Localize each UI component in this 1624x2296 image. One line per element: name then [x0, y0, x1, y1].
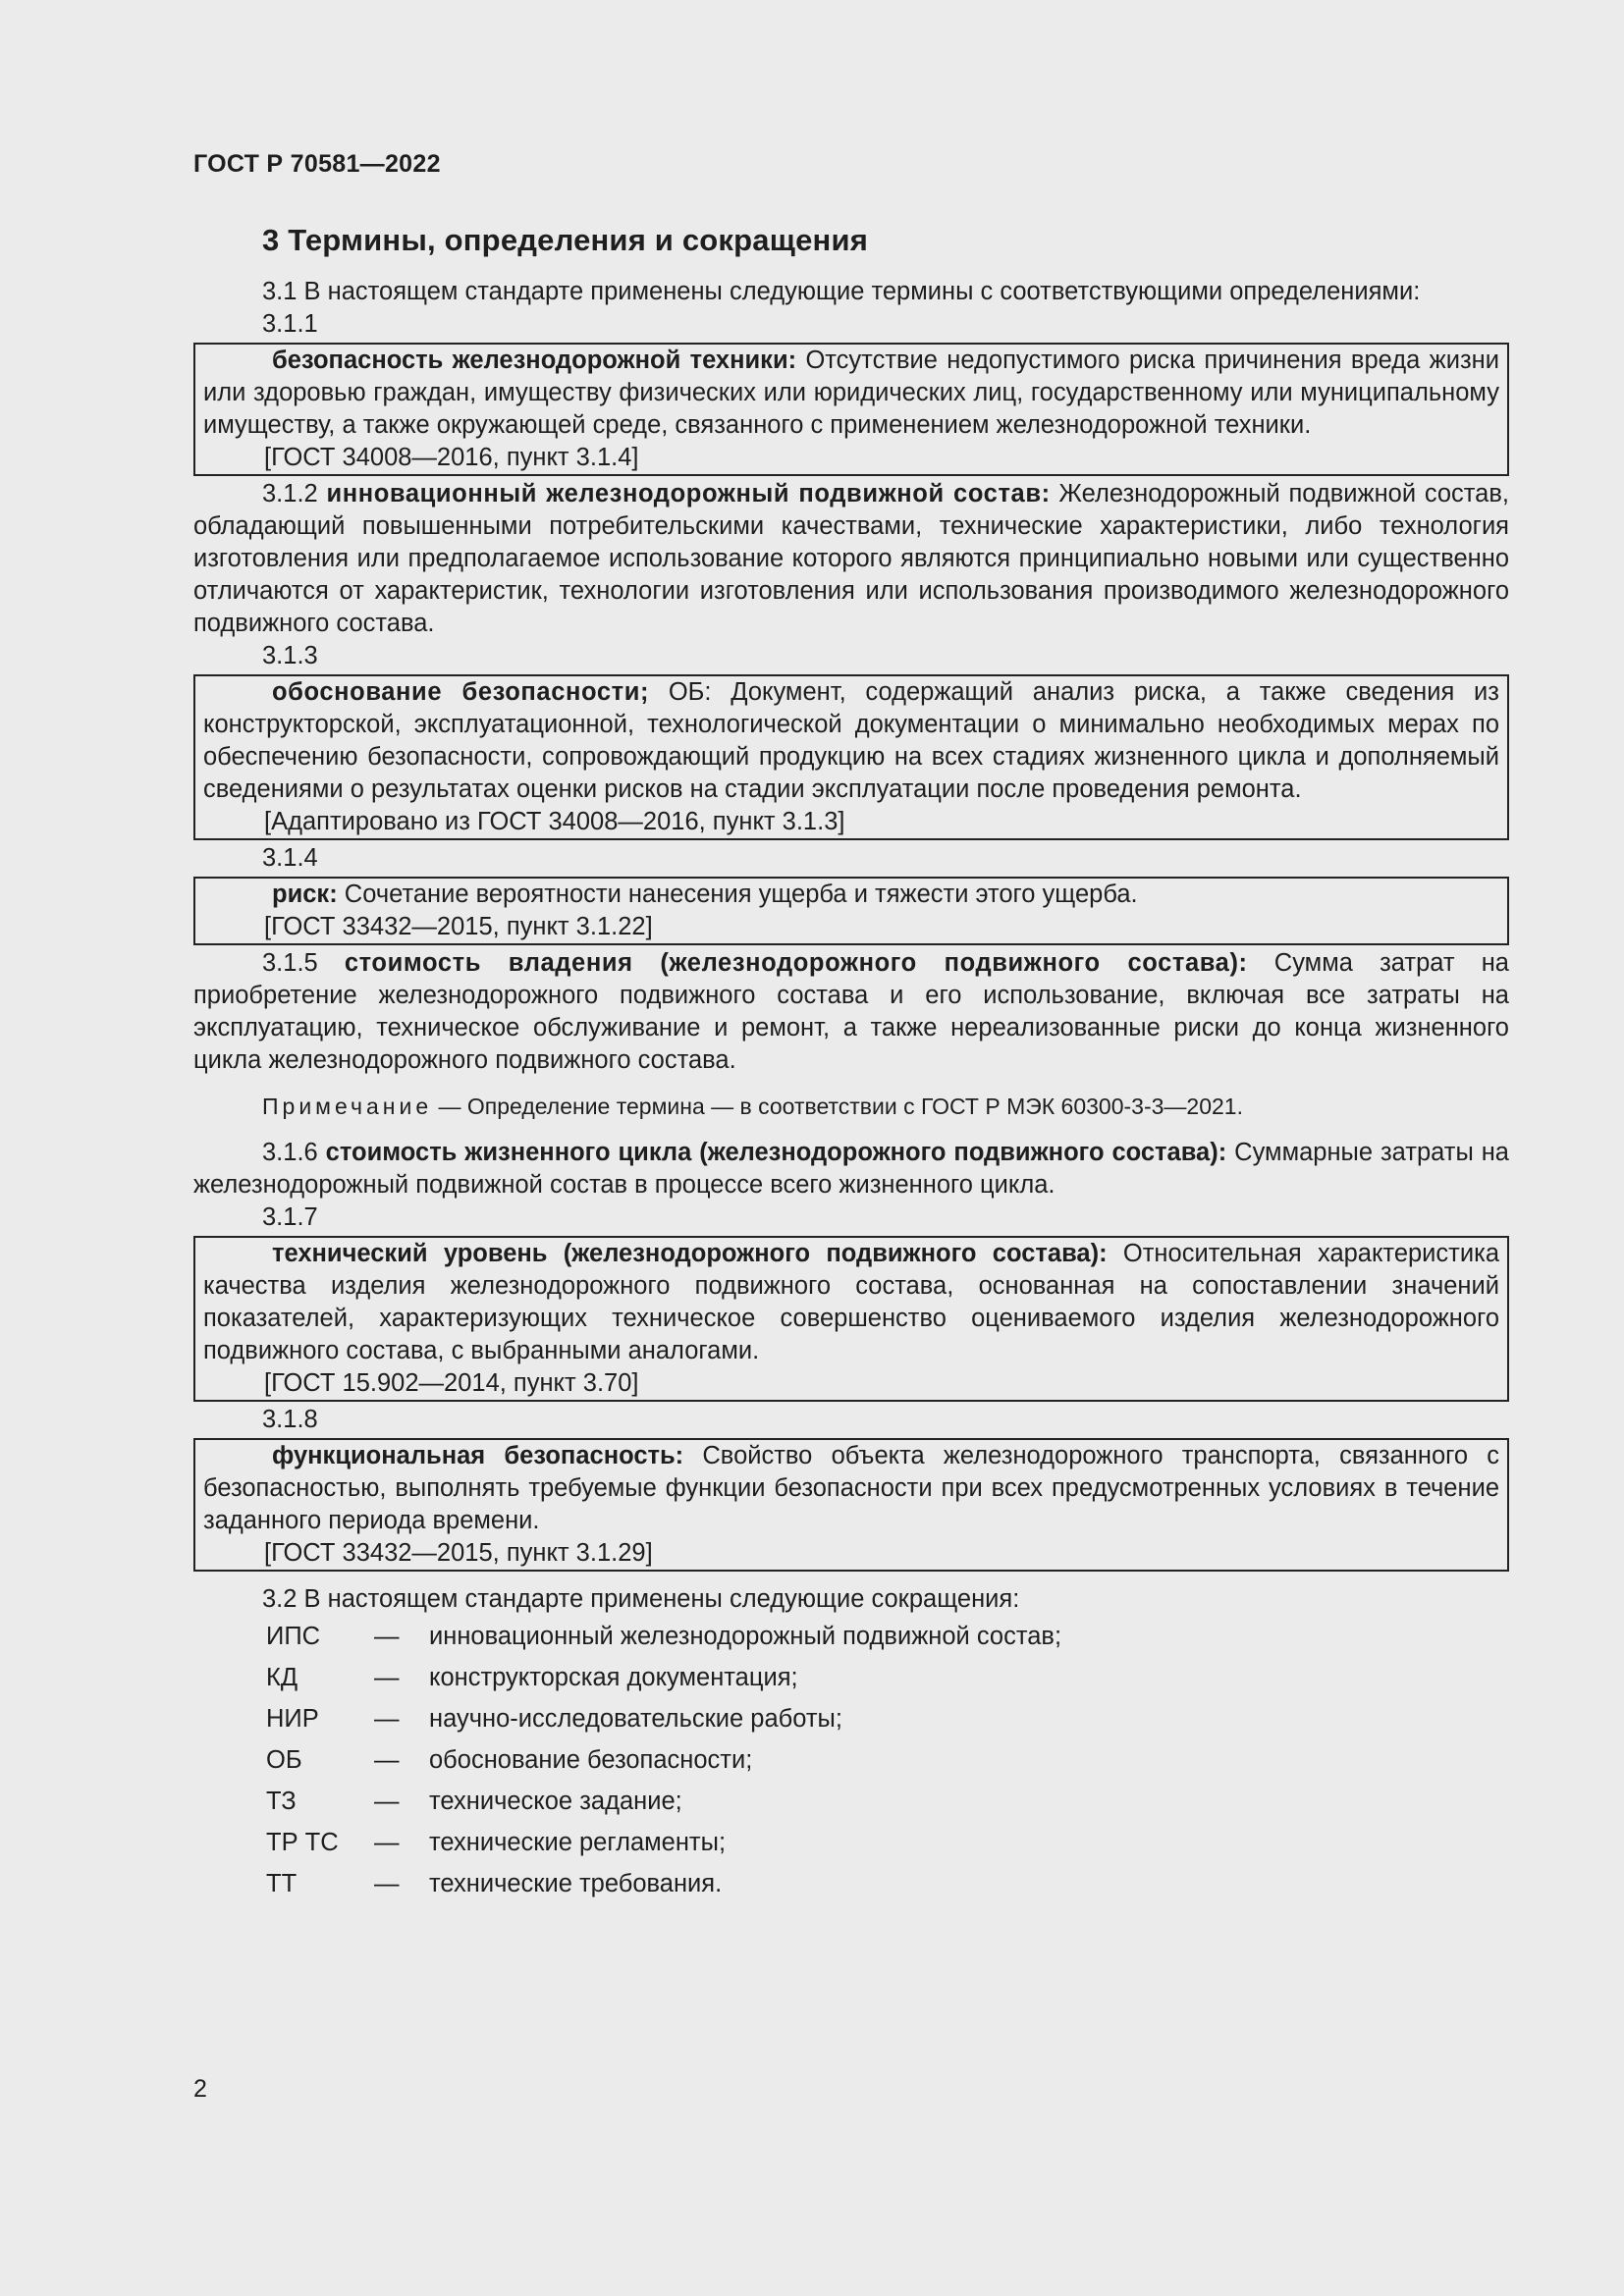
abbreviation-text: инновационный железнодорожный подвижной состав;: [429, 1622, 1062, 1650]
term-number: 3.1.8: [262, 1406, 318, 1433]
abbreviation-row: [193, 1616, 1509, 1657]
term-box-3-1-8: [193, 1438, 1509, 1572]
term-name: безопасность железнодорожной техники:: [272, 347, 797, 374]
abbreviation-dash: —: [374, 1787, 400, 1815]
term-3-1-6: [193, 1137, 1509, 1201]
term-3-1-2: [193, 478, 1509, 640]
definition-text: Суммарные затраты на железнодорожный подвижной состав в процессе всего жизненного цикла.: [193, 1139, 1509, 1199]
abbreviation-text: научно-исследовательские работы;: [429, 1704, 842, 1733]
term-box-3-1-3: [193, 674, 1509, 840]
term-box-3-1-1: [193, 343, 1509, 476]
abbreviation-row: [193, 1822, 1509, 1863]
definition-text: Железнодорожный подвижной состав, обладающий повышенными потребительскими качествами, технические характеристики, либо технология изготовления или предполагаемое использование которого являются принципиально новыми или существенно отличаются от характеристик, технологии изготовления или использования производимого железнодорожного подвижного состава.: [193, 480, 1509, 637]
term-name: стоимость жизненного цикла (железнодорожного подвижного состава):: [325, 1139, 1227, 1166]
term-definition: [203, 1238, 1499, 1367]
abbreviations-intro: 3.2 В настоящем стандарте применены следующие сокращения:: [262, 1585, 1020, 1613]
term-source: [Адаптировано из ГОСТ 34008—2016, пункт 3.1.3]: [264, 808, 845, 835]
section-title: 3 Термины, определения и сокращения: [262, 223, 868, 257]
abbreviation-row: [193, 1739, 1509, 1781]
definition-text: Относительная характеристика качества изделия железнодорожного подвижного состава, основанная на сопоставлении значений показателей, характеризующих техническое совершенство оцениваемого изделия железнодорожного подвижного состава, с выбранными аналогами.: [203, 1240, 1499, 1364]
term-box-3-1-4: [193, 877, 1509, 945]
term-name: инновационный железнодорожный подвижной состав:: [326, 480, 1051, 507]
definition-text: Свойство объекта железнодорожного транспорта, связанного с безопасностью, выполнять требуемые функции безопасности при всех предусмотренных условиях в течение заданного периода времени.: [203, 1442, 1500, 1534]
term-definition: [203, 676, 1499, 806]
term-definition: [203, 1440, 1499, 1537]
section-body: [193, 276, 1509, 1904]
abbreviation-dash: —: [374, 1828, 400, 1856]
abbreviation-code: ТР ТС: [266, 1828, 339, 1856]
term-number: 3.1.2: [262, 480, 318, 507]
abbreviation-code: НИР: [266, 1704, 319, 1733]
abbreviation-row: [193, 1657, 1509, 1698]
abbreviation-dash: —: [374, 1663, 400, 1691]
abbreviations-list: [193, 1616, 1509, 1904]
abbreviation-dash: —: [374, 1869, 400, 1897]
term-number: 3.1.6: [262, 1139, 318, 1166]
term-box-3-1-7: [193, 1236, 1509, 1402]
definition-text: Сумма затрат на приобретение железнодорожного подвижного состава и его использование, включая все затраты на эксплуатацию, техническое обслуживание и ремонт, а также нереализованные риски до конца жизненного цикла железнодорожного подвижного состава.: [193, 949, 1509, 1074]
term-number: 3.1.7: [262, 1203, 318, 1231]
abbreviation-code: ОБ: [266, 1745, 302, 1774]
term-source: [ГОСТ 33432—2015, пункт 3.1.22]: [264, 913, 653, 940]
term-definition: [203, 345, 1499, 442]
abbreviation-row: [193, 1863, 1509, 1904]
term-number: 3.1.1: [262, 310, 318, 338]
abbreviation-dash: —: [374, 1622, 400, 1650]
term-definition: [203, 879, 1499, 911]
abbreviation-text: технические регламенты;: [429, 1828, 727, 1856]
term-source: [ГОСТ 15.902—2014, пункт 3.70]: [264, 1369, 639, 1397]
definition-text: ОБ: Документ, содержащий анализ риска, а также сведения из конструкторской, эксплуатационной, технологической документации о минимально необходимых мерах по обеспечению безопасности, сопровождающий продукцию на всех стадиях жизненного цикла и дополняемый сведениями о результатах оценки рисков на стадии эксплуатации после проведения ремонта.: [203, 678, 1499, 803]
abbreviation-text: технические требования.: [429, 1869, 723, 1897]
term-number: 3.1.3: [262, 642, 318, 669]
abbreviation-code: ИПС: [266, 1622, 321, 1650]
note-text: — Определение термина — в соответствии с ГОСТ Р МЭК 60300-3-3—2021.: [432, 1094, 1243, 1119]
definition-text: Сочетание вероятности нанесения ущерба и тяжести этого ущерба.: [337, 881, 1138, 908]
abbreviation-code: ТТ: [266, 1869, 298, 1897]
abbreviation-row: [193, 1698, 1509, 1739]
note-label: Примечание: [262, 1094, 433, 1119]
page-number: 2: [193, 2075, 207, 2103]
term-name: технический уровень (железнодорожного подвижного состава):: [272, 1240, 1108, 1267]
term-note: [193, 1091, 1509, 1123]
abbreviation-text: конструкторская документация;: [429, 1663, 798, 1691]
abbreviation-text: обоснование безопасности;: [429, 1745, 753, 1774]
term-source: [ГОСТ 34008—2016, пункт 3.1.4]: [264, 444, 639, 471]
term-3-1-5: [193, 947, 1509, 1077]
term-name: обоснование безопасности;: [272, 678, 650, 706]
term-number: 3.1.5: [262, 949, 318, 977]
abbreviation-dash: —: [374, 1745, 400, 1774]
term-name: стоимость владения (железнодорожного подвижного состава):: [344, 949, 1248, 977]
abbreviation-code: ТЗ: [266, 1787, 297, 1815]
term-name: риск:: [272, 881, 338, 908]
abbreviation-row: [193, 1781, 1509, 1822]
term-name: функциональная безопасность:: [272, 1442, 684, 1469]
abbreviation-text: техническое задание;: [429, 1787, 682, 1815]
term-number: 3.1.4: [262, 844, 318, 872]
definition-text: Отсутствие недопустимого риска причинения вреда жизни или здоровью граждан, имуществу физических или юридических лиц, государственному или муниципальному имуществу, а также окружающей среде, связанного с применением железнодорожной техники.: [203, 347, 1499, 439]
term-source: [ГОСТ 33432—2015, пункт 3.1.29]: [264, 1539, 653, 1567]
abbreviation-code: КД: [266, 1663, 298, 1691]
intro-paragraph: 3.1 В настоящем стандарте применены следующие термины с соответствующими определениями:: [262, 278, 1421, 305]
abbreviation-dash: —: [374, 1704, 400, 1733]
document-code: ГОСТ Р 70581—2022: [193, 150, 441, 178]
